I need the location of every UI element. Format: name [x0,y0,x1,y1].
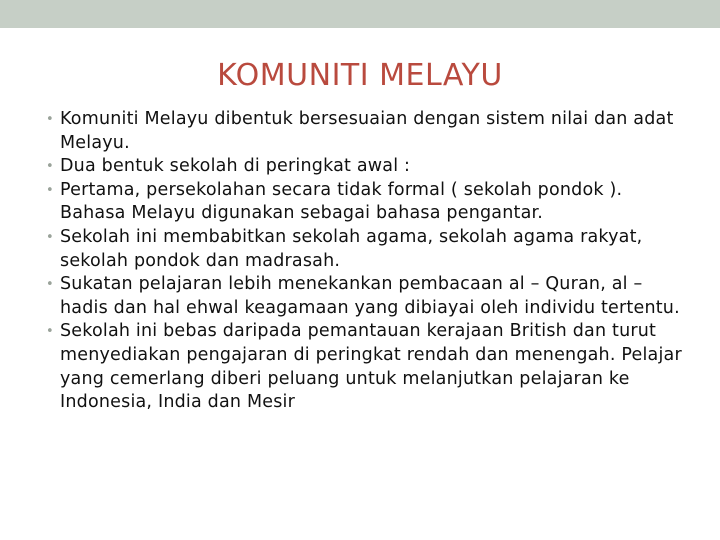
bullet-item [46,226,690,273]
bullet-item [46,155,690,179]
bullet-text: Sekolah ini bebas daripada pemantauan kerajaan British dan turut menyediakan pengajaran di peringkat rendah dan menengah. Pelajar yang cemerlang diberi peluang untuk melanjutkan pelajaran ke Indonesia, India dan Mesir [60,321,682,413]
bullet-item [46,108,690,155]
bullet-marker-icon: • [46,182,54,198]
bullet-text: Komuniti Melayu dibentuk bersesuaian dengan sistem nilai dan adat Melayu. [60,109,674,153]
bullet-marker-icon: • [46,277,54,293]
bullet-list [46,108,690,415]
bullet-item [46,320,690,414]
bullet-item [46,179,690,226]
bullet-marker-icon: • [46,112,54,127]
slide-title: KOMUNITI MELAYU [217,58,503,93]
bullet-item [46,273,690,320]
bullet-text: Sekolah ini membabitkan sekolah agama, sekolah agama rakyat, sekolah pondok dan madrasah. [60,226,643,271]
top-decorative-bar [0,0,720,28]
bullet-text: Pertama, persekolahan secara tidak formal ( sekolah pondok ). Bahasa Melayu digunakan sebagai bahasa pengantar. [60,179,623,224]
bullet-marker-icon: • [46,159,54,175]
bullet-text: Sukatan pelajaran lebih menekankan pembacaan al – Quran, al – hadis dan hal ehwal keagamaan yang dibiayai oleh individu tertentu. [60,274,680,318]
bullet-text: Dua bentuk sekolah di peringkat awal : [60,156,411,177]
bullet-marker-icon: • [46,324,54,340]
bullet-marker-icon: • [46,229,54,245]
